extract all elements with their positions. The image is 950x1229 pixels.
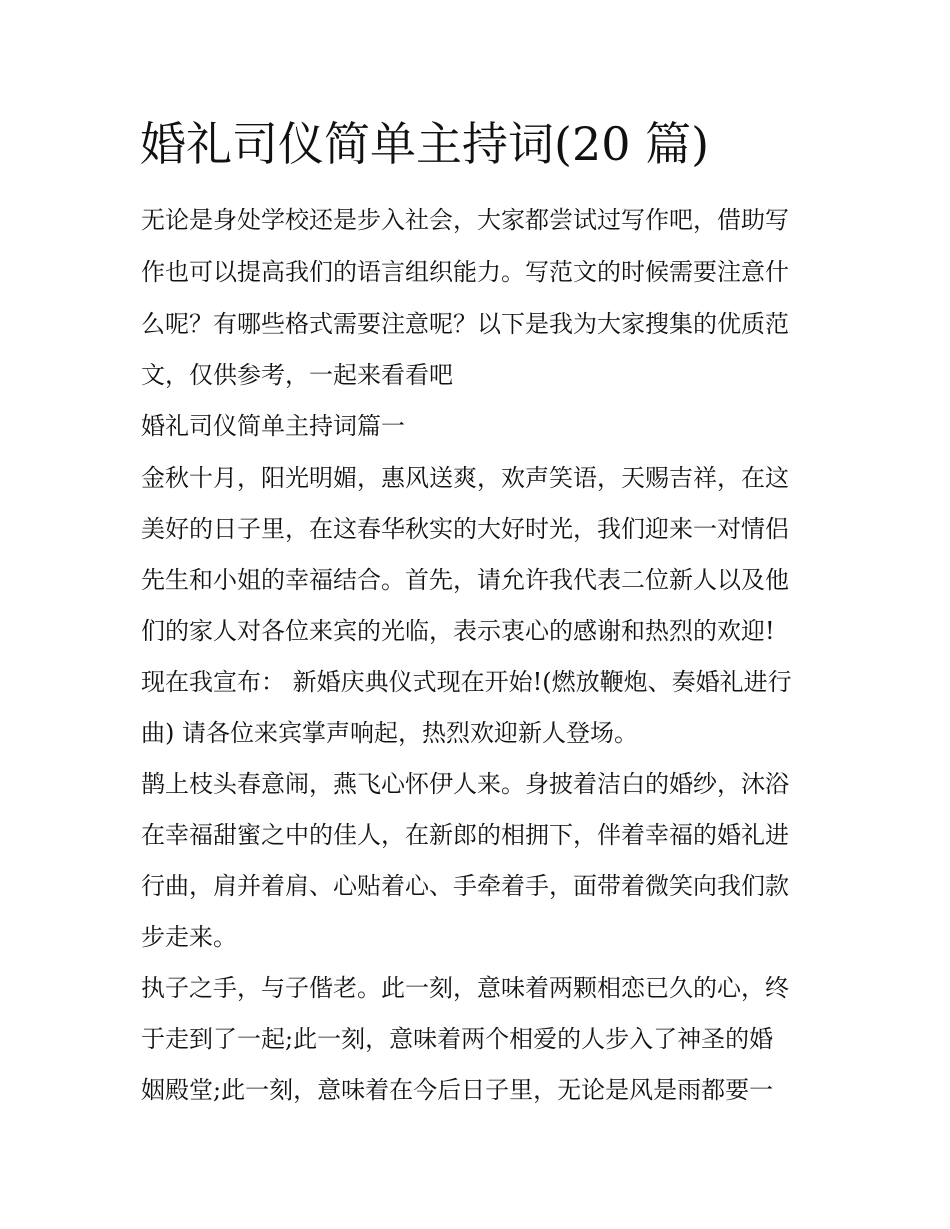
- text-line: 作也可以提高我们的语言组织能力。写范文的时候需要注意什: [141, 258, 789, 286]
- text-line: 步走来。: [141, 923, 237, 951]
- text-line: 现在我宣布： 新婚庆典仪式现在开始!(燃放鞭炮、奏婚礼进行: [141, 668, 792, 696]
- text-line: 文，仅供参考，一起来看看吧: [141, 361, 453, 389]
- text-line: 么呢？有哪些格式需要注意呢？以下是我为大家搜集的优质范: [141, 310, 789, 338]
- text-line: 于走到了一起;此一刻，意味着两个相爱的人步入了神圣的婚: [141, 1025, 774, 1053]
- text-line: 无论是身处学校还是步入社会，大家都尝试过写作吧，借助写: [141, 206, 789, 234]
- text-line: 姻殿堂;此一刻，意味着在今后日子里，无论是风是雨都要一: [141, 1076, 774, 1104]
- document-title: 婚礼司仪简单主持词(20 篇): [140, 117, 710, 171]
- text-line: 美好的日子里，在这春华秋实的大好时光，我们迎来一对情侣: [141, 515, 789, 543]
- section-heading: 婚礼司仪简单主持词篇一: [141, 412, 405, 440]
- text-line: 执子之手，与子偕老。此一刻，意味着两颗相恋已久的心，终: [141, 974, 789, 1002]
- text-line: 曲) 请各位来宾掌声响起，热烈欢迎新人登场。: [141, 719, 638, 747]
- text-line: 在幸福甜蜜之中的佳人，在新郎的相拥下，伴着幸福的婚礼进: [141, 821, 789, 849]
- text-line: 鹊上枝头春意闹，燕飞心怀伊人来。身披着洁白的婚纱，沐浴: [141, 770, 789, 798]
- text-line: 们的家人对各位来宾的光临，表示衷心的感谢和热烈的欢迎!: [141, 617, 775, 645]
- text-line: 行曲，肩并着肩、心贴着心、手牵着手，面带着微笑向我们款: [141, 872, 789, 900]
- text-line: 金秋十月，阳光明媚，惠风送爽，欢声笑语，天赐吉祥，在这: [141, 464, 789, 492]
- text-line: 先生和小姐的幸福结合。首先，请允许我代表二位新人以及他: [141, 566, 789, 594]
